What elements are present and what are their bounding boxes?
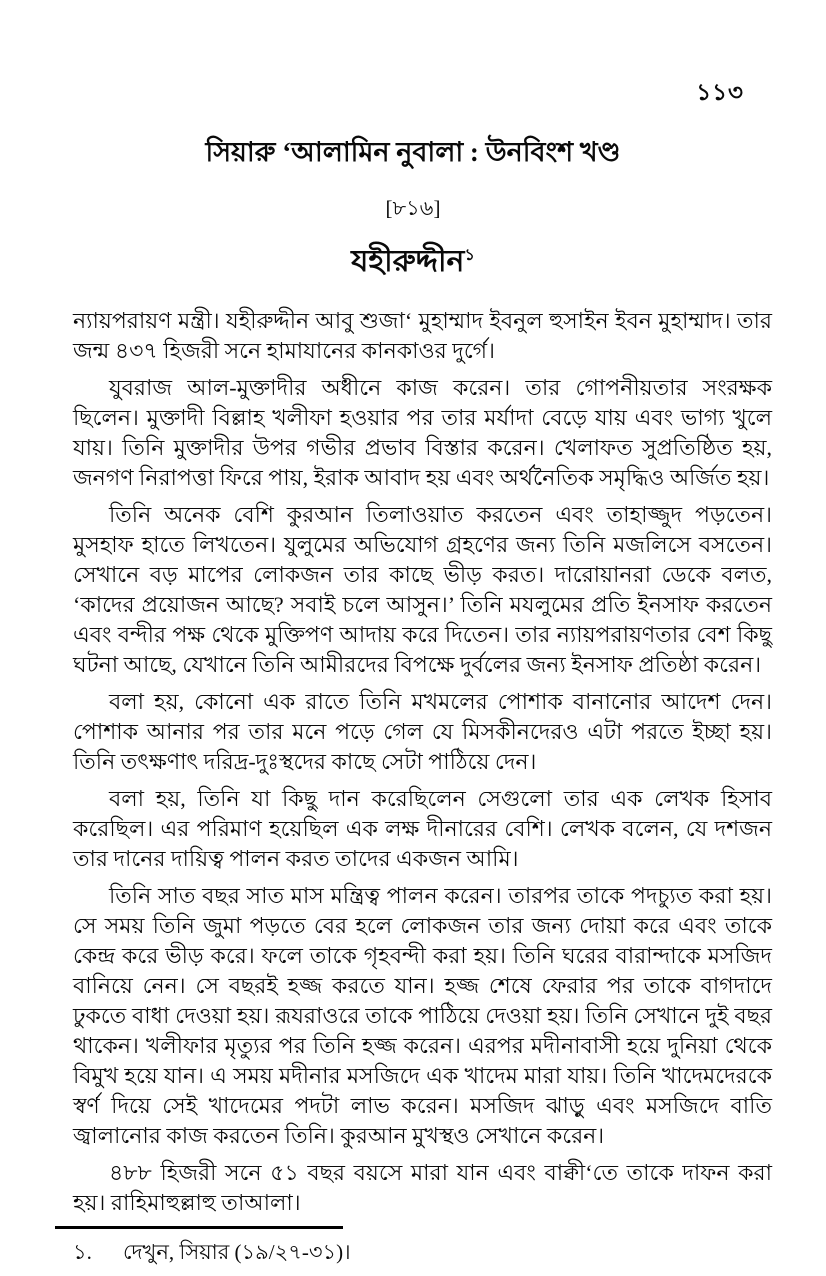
- footnote-separator: [55, 1226, 343, 1229]
- paragraph-7: ৪৮৮ হিজরী সনে ৫১ বছর বয়সে মারা যান এবং বাক্বী‘তে তাকে দাফন করা হয়। রাহিমাহুল্লাহু তাআলা।: [73, 1160, 772, 1216]
- page-header: [0, 0, 826, 288]
- book-title: সিয়ারু ‘আলামিন নুবালা : উনবিংশ খণ্ড: [205, 137, 621, 167]
- entry-title-text: যহীরুদ্দীন: [351, 245, 465, 279]
- paragraph-5: বলা হয়, তিনি যা কিছু দান করেছিলেন সেগুলো তার এক লেখক হিসাব করেছিল। এর পরিমাণ হয়েছিল এক লক্ষ দীনারের বেশি। লেখক বলেন, যে দশজন তার দানের দায়িত্ব পালন করত তাদের একজন আমি।: [73, 786, 772, 872]
- paragraph-4: বলা হয়, কোনো এক রাতে তিনি মখমলের পোশাক বানানোর আদেশ দেন। পোশাক আনার পর তার মনে পড়ে গেল যে মিসকীনদেরও এটা পরতে ইচ্ছা হয়। তিনি তৎক্ষণাৎ দরিদ্র-দুঃস্থদের কাছে সেটা পাঠিয়ে দেন।: [73, 689, 772, 775]
- footnote-marker: ১.: [73, 1240, 92, 1265]
- footnote: [73, 1238, 772, 1266]
- paragraph-6: তিনি সাত বছর সাত মাস মন্ত্রিত্ব পালন করেন। তারপর তাকে পদচ্যুত করা হয়। সে সময় তিনি জুমা পড়তে বের হলে লোকজন তার জন্য দোয়া করে এবং তাকে কেন্দ্র করে ভীড় করে। ফলে তাকে গৃহবন্দী করা হয়। তিনি ঘরের বারান্দাকে মসজিদ বানিয়ে নেন। সে বছরই হজ্জ করতে যান। হজ্জ শেষে ফেরার পর তাকে বাগদাদে ঢুকতে বাধা দেওয়া হয়। রূযরাওরে তাকে পাঠিয়ে দেওয়া হয়। তিনি সেখানে দুই বছর থাকেন। খলীফার মৃত্যুর পর তিনি হজ্জ করেন। এরপর মদীনাবাসী হয়ে দুনিয়া থেকে বিমুখ হয়ে যান। এ সময় মদীনার মসজিদে এক খাদেম মারা যায়। তিনি খাদেমদেরকে স্বর্ণ দিয়ে সেই খাদেমের পদটা লাভ করেন। মসজিদ ঝাড়ু এবং মসজিদে বাতি জ্বালানোর কাজ করতেন তিনি। কুরআন মুখস্থও সেখানে করেন।: [73, 883, 772, 1149]
- paragraph-3: তিনি অনেক বেশি কুরআন তিলাওয়াত করতেন এবং তাহাজ্জুদ পড়তেন। মুসহাফ হাতে লিখতেন। যুলুমের অভিযোগ গ্রহণের জন্য তিনি মজলিসে বসতেন। সেখানে বড় মাপের লোকজন তার কাছে ভীড় করত। দারোয়ানরা ডেকে বলত, ‘কাদের প্রয়োজন আছে? সবাই চলে আসুন।’ তিনি মযলুমের প্রতি ইনসাফ করতেন এবং বন্দীর পক্ষ থেকে মুক্তিপণ আদায় করে দিতেন। তার ন্যায়পরায়ণতার বেশ কিছু ঘটনা আছে, যেখানে তিনি আমীরদের বিপক্ষে দুর্বলের জন্য ইনসাফ প্রতিষ্ঠা করেন।: [73, 502, 772, 678]
- paragraph-1: ন্যায়পরায়ণ মন্ত্রী। যহীরুদ্দীন আবু শুজা‘ মুহাম্মাদ ইবনুল হুসাইন ইবন মুহাম্মাদ। তার জন্ম ৪৩৭ হিজরী সনে হামাযানের কানকাওর দুর্গে।: [73, 308, 772, 364]
- paragraph-2: যুবরাজ আল-মুক্তাদীর অধীনে কাজ করেন। তার গোপনীয়তার সংরক্ষক ছিলেন। মুক্তাদী বিল্লাহ খলীফা হওয়ার পর তার মর্যাদা বেড়ে যায় এবং ভাগ্য খুলে যায়। তিনি মুক্তাদীর উপর গভীর প্রভাব বিস্তার করেন। খেলাফত সুপ্রতিষ্ঠিত হয়, জনগণ নিরাপত্তা ফিরে পায়, ইরাক আবাদ হয় এবং অর্থনৈতিক সমৃদ্ধিও অর্জিত হয়।: [73, 375, 772, 491]
- body-text: [73, 306, 772, 1266]
- page-number: ১১৩: [696, 80, 744, 105]
- entry-title-footnote-ref: ১: [464, 247, 475, 265]
- footnote-text: দেখুন, সিয়ার (১৯/২৭-৩১)।: [123, 1240, 351, 1265]
- entry-title: [0, 237, 826, 288]
- entry-number: [৮১৬]: [385, 196, 441, 221]
